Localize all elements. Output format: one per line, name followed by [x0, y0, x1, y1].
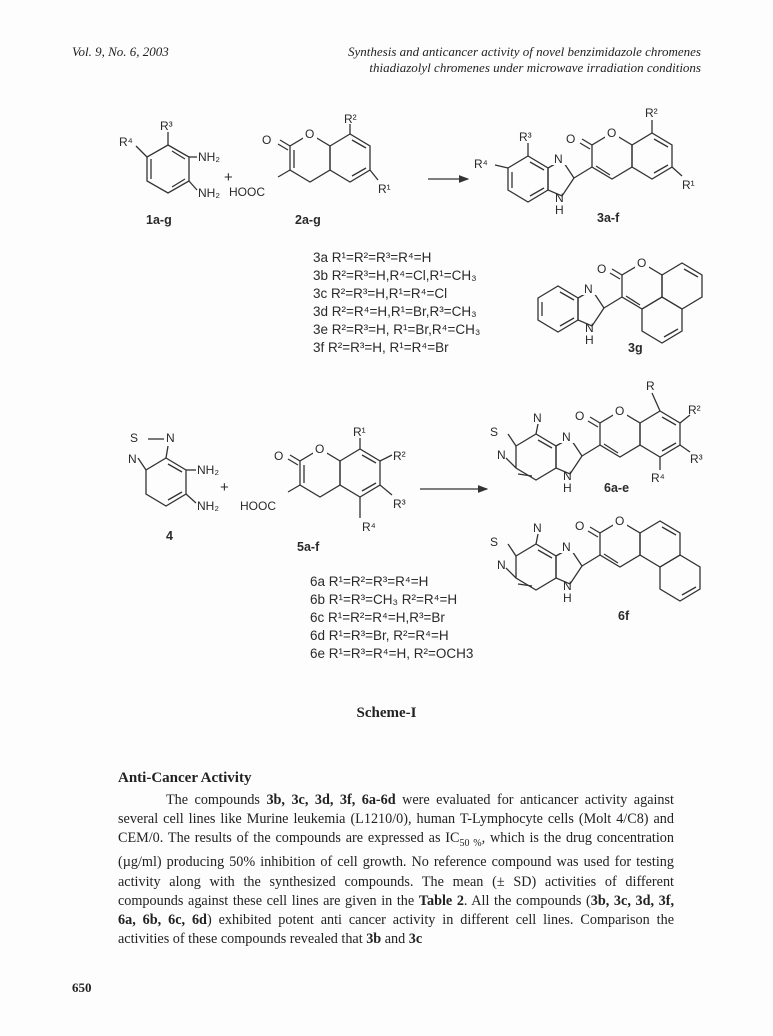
compound-definition-6e: 6e R¹=R³=R⁴=H, R²=OCH3	[310, 646, 474, 661]
subscript-text: 50 %	[459, 838, 482, 850]
imidazole-n-label: N	[584, 282, 593, 296]
compound-definition-3b: 3b R²=R³=H,R⁴=Cl,R¹=CH₃	[313, 268, 477, 283]
thiadiazole-n-label: N	[497, 558, 506, 572]
imidazole-h-label: H	[563, 481, 572, 495]
product-6f-structure	[490, 514, 700, 605]
product-3a-f-structure	[474, 106, 695, 217]
carbonyl-oxygen-label: O	[566, 132, 576, 146]
r3-label: R³	[690, 452, 703, 466]
paragraph-text: The compounds	[166, 792, 267, 808]
imidazole-n-label: N	[554, 152, 563, 166]
r2-label: R²	[393, 449, 406, 463]
compound-definition-3f: 3f R²=R³=H, R¹=R⁴=Br	[313, 340, 449, 355]
product-6a-e-structure	[490, 379, 703, 495]
ring-oxygen-label: O	[615, 404, 625, 418]
r1-label: R¹	[378, 182, 391, 196]
compound-reference: 3b, 3c, 3d, 3f, 6a-6d	[266, 792, 396, 808]
imidazole-n-label: N	[563, 579, 572, 593]
r3-label: R³	[393, 497, 406, 511]
r1-label: R¹	[682, 178, 695, 192]
carbonyl-oxygen-label: O	[262, 133, 272, 147]
compound-reference: 3b, 3c, 3d, 3f, 6a, 6b, 6c, 6d	[118, 892, 675, 929]
compound-definition-6b: 6b R¹=R³=CH₃ R²=R⁴=H	[310, 592, 458, 607]
compound-label-6f: 6f	[618, 609, 630, 623]
thiadiazole-n-label: N	[533, 411, 542, 425]
thiadiazole-s-label: S	[130, 431, 139, 445]
r3-label: R³	[519, 130, 532, 144]
ring-oxygen-label: O	[315, 442, 325, 456]
running-header-title-line1: Synthesis and anticancer activity of novel benzimidazole chromenes	[348, 44, 701, 59]
compound-label-5a-f: 5a-f	[297, 540, 320, 554]
thiadiazole-n-label: N	[128, 452, 137, 466]
carbonyl-oxygen-label: O	[575, 409, 585, 423]
nh2-label: NH₂	[198, 150, 220, 164]
compound-definition-3d: 3d R²=R⁴=H,R¹=Br,R³=CH₃	[313, 304, 477, 319]
r-label: R	[646, 379, 655, 393]
paragraph-text: and	[381, 931, 409, 948]
carbonyl-oxygen-label: O	[575, 519, 585, 533]
imidazole-n-label: N	[562, 430, 571, 444]
paragraph-text: , which is the drug concentration (µg/ml) producing 50% inhibition of cell growth. No reference compound was used for testing activity along with the synthesized compounds. The mean (± SD) activities of different compounds against these cell lines are given in the	[118, 830, 674, 909]
table-reference: Table 2	[418, 892, 464, 909]
compound-definition-3e: 3e R²=R³=H, R¹=Br,R⁴=CH₃	[313, 322, 481, 337]
nh2-label: NH₂	[197, 463, 219, 477]
compound-definition-6a: 6a R¹=R²=R³=R⁴=H	[310, 574, 429, 589]
section-heading: Anti-Cancer Activity	[118, 770, 252, 786]
paragraph-text: ) exhibited potent anti cancer activity in different cell lines. Comparison the activities of these compounds revealed that	[118, 912, 674, 948]
scheme-caption: Scheme-I	[356, 705, 417, 721]
thiadiazole-s-label: S	[490, 425, 499, 439]
imidazole-n-label: N	[563, 469, 572, 483]
compound-label-3g: 3g	[628, 341, 643, 355]
r2-label: R²	[688, 403, 701, 417]
carbonyl-oxygen-label: O	[274, 449, 284, 463]
nh2-label: NH₂	[197, 499, 219, 513]
compound-5-structure	[240, 425, 406, 534]
plus-sign: +	[220, 479, 229, 496]
plus-sign: +	[224, 169, 233, 186]
paragraph-text: . All the compounds (	[463, 892, 591, 909]
compound-label-3a-f: 3a-f	[597, 211, 620, 225]
r4-label: R⁴	[362, 520, 376, 534]
r3-label: R³	[160, 119, 173, 133]
compound-definition-6c: 6c R¹=R²=R⁴=H,R³=Br	[310, 610, 445, 625]
thiadiazole-s-label: S	[490, 535, 499, 549]
compound-label-2a-g: 2a-g	[295, 213, 321, 227]
paragraph-text: were evaluated for anticancer activity against several cell lines like Murine leukemia (L1210/0), human T-Lymphocyte cells (Molt 4/C8) and CEM/0. The results of the compounds are expressed as IC	[118, 792, 674, 847]
r4-label: R⁴	[651, 471, 665, 485]
nh2-label: NH₂	[198, 186, 220, 200]
compound-label-4: 4	[166, 529, 173, 543]
thiadiazole-n-label: N	[497, 448, 506, 462]
r2-label: R²	[344, 112, 357, 126]
compound-1-structure	[119, 119, 220, 200]
compound-definition-3a: 3a R¹=R²=R³=R⁴=H	[313, 250, 432, 265]
page-number: 650	[72, 980, 92, 995]
hooc-label: HOOC	[240, 499, 276, 513]
compound-definition-6d: 6d R¹=R³=Br, R²=R⁴=H	[310, 628, 449, 643]
thiadiazole-n-label: N	[533, 521, 542, 535]
ring-oxygen-label: O	[305, 127, 315, 141]
r2-label: R²	[645, 106, 658, 120]
product-3g-structure	[538, 256, 702, 347]
r1-label: R¹	[353, 425, 366, 439]
hooc-label: HOOC	[229, 185, 265, 199]
body-paragraph	[118, 791, 674, 949]
running-header-title-line2: thiadiazolyl chromenes under microwave irradiation conditions	[369, 60, 701, 75]
r4-label: R⁴	[119, 135, 133, 149]
thiadiazole-n-label: N	[166, 431, 175, 445]
imidazole-n-label: N	[562, 540, 571, 554]
r4-label: R⁴	[474, 157, 488, 171]
compound-4-structure	[128, 431, 219, 513]
compound-definition-3c: 3c R²=R³=H,R¹=R⁴=Cl	[313, 286, 448, 301]
compound-label-6a-e: 6a-e	[604, 481, 630, 495]
imidazole-h-label: H	[555, 203, 564, 217]
ring-oxygen-label: O	[637, 256, 647, 270]
compound-2-structure	[229, 112, 391, 199]
imidazole-n-label: N	[585, 321, 594, 335]
ring-oxygen-label: O	[607, 126, 617, 140]
imidazole-h-label: H	[585, 333, 594, 347]
running-header-volume: Vol. 9, No. 6, 2003	[72, 44, 169, 59]
imidazole-n-label: N	[555, 191, 564, 205]
imidazole-h-label: H	[563, 591, 572, 605]
compound-reference: 3b	[366, 931, 382, 948]
ring-oxygen-label: O	[615, 514, 625, 528]
carbonyl-oxygen-label: O	[597, 262, 607, 276]
compound-reference: 3c	[408, 931, 423, 948]
compound-label-1a-g: 1a-g	[146, 213, 172, 227]
